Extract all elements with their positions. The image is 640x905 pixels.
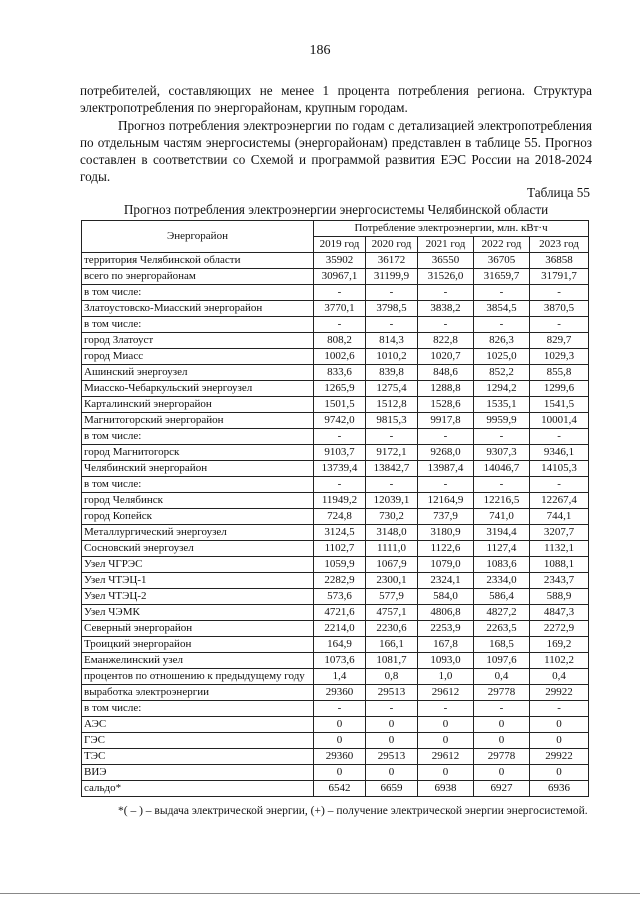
table-row <box>82 541 589 557</box>
row-label: Металлургический энергоузел <box>82 525 314 541</box>
row-value: - <box>366 317 418 333</box>
row-value: 1102,7 <box>314 541 366 557</box>
table-row <box>82 733 589 749</box>
row-value: 1,4 <box>314 669 366 685</box>
row-value: 0 <box>530 717 589 733</box>
row-value: 852,2 <box>474 365 530 381</box>
row-value: 0 <box>418 733 474 749</box>
row-value: 169,2 <box>530 637 589 653</box>
row-value: 9268,0 <box>418 445 474 461</box>
row-value: 584,0 <box>418 589 474 605</box>
row-value: 13739,4 <box>314 461 366 477</box>
row-value: 1020,7 <box>418 349 474 365</box>
row-value: - <box>314 701 366 717</box>
row-label: процентов по отношению к предыдущему году <box>82 669 314 685</box>
row-value: 31659,7 <box>474 269 530 285</box>
table-row <box>82 349 589 365</box>
row-value: 2300,1 <box>366 573 418 589</box>
row-value: 168,5 <box>474 637 530 653</box>
row-label: выработка электроэнергии <box>82 685 314 701</box>
row-value: 29513 <box>366 685 418 701</box>
row-value: 1528,6 <box>418 397 474 413</box>
row-value: 1088,1 <box>530 557 589 573</box>
row-label: ТЭС <box>82 749 314 765</box>
row-value: 0,4 <box>474 669 530 685</box>
row-value: 3838,2 <box>418 301 474 317</box>
row-label: Узел ЧТЭЦ-1 <box>82 573 314 589</box>
row-value: 855,8 <box>530 365 589 381</box>
row-value: 9307,3 <box>474 445 530 461</box>
row-label: ВИЭ <box>82 765 314 781</box>
row-value: 9103,7 <box>314 445 366 461</box>
row-value: - <box>314 285 366 301</box>
row-value: 0 <box>474 717 530 733</box>
row-label: в том числе: <box>82 317 314 333</box>
table-row <box>82 669 589 685</box>
row-value: 0 <box>366 765 418 781</box>
table-row <box>82 493 589 509</box>
forecast-table <box>81 220 589 797</box>
row-label: Златоустовско-Миасский энергорайон <box>82 301 314 317</box>
row-value: 29612 <box>418 685 474 701</box>
row-value: 1079,0 <box>418 557 474 573</box>
row-value: - <box>418 429 474 445</box>
row-value: - <box>530 701 589 717</box>
table-row <box>82 781 589 797</box>
row-label: Челябинский энергорайон <box>82 461 314 477</box>
row-value: 4721,6 <box>314 605 366 621</box>
row-value: 1097,6 <box>474 653 530 669</box>
row-value: 2343,7 <box>530 573 589 589</box>
row-value: 1535,1 <box>474 397 530 413</box>
row-value: 814,3 <box>366 333 418 349</box>
table-row <box>82 557 589 573</box>
row-value: 164,9 <box>314 637 366 653</box>
row-value: - <box>530 317 589 333</box>
table-row <box>82 365 589 381</box>
row-value: - <box>366 701 418 717</box>
row-value: 586,4 <box>474 589 530 605</box>
row-value: 1541,5 <box>530 397 589 413</box>
row-value: 0 <box>366 717 418 733</box>
row-value: 1294,2 <box>474 381 530 397</box>
row-label: город Миасс <box>82 349 314 365</box>
row-value: 0 <box>474 733 530 749</box>
row-value: - <box>530 477 589 493</box>
row-label: Ашинский энергоузел <box>82 365 314 381</box>
row-value: 4806,8 <box>418 605 474 621</box>
row-value: 29612 <box>418 749 474 765</box>
table-row <box>82 333 589 349</box>
row-value: 29513 <box>366 749 418 765</box>
table-row <box>82 445 589 461</box>
row-label: в том числе: <box>82 477 314 493</box>
row-value: 0 <box>314 765 366 781</box>
row-label: Магнитогорский энергорайон <box>82 413 314 429</box>
row-value: 9815,3 <box>366 413 418 429</box>
row-value: 3180,9 <box>418 525 474 541</box>
row-value: 3770,1 <box>314 301 366 317</box>
row-value: 1122,6 <box>418 541 474 557</box>
row-value: 1081,7 <box>366 653 418 669</box>
table-row <box>82 621 589 637</box>
row-value: 0 <box>530 733 589 749</box>
row-value: - <box>474 317 530 333</box>
header-year: 2020 год <box>366 237 418 253</box>
table-row <box>82 301 589 317</box>
row-value: 9172,1 <box>366 445 418 461</box>
row-value: - <box>418 701 474 717</box>
row-label: ГЭС <box>82 733 314 749</box>
row-value: 30967,1 <box>314 269 366 285</box>
table-row <box>82 269 589 285</box>
header-consumption: Потребление электроэнергии, млн. кВт·ч <box>314 221 589 237</box>
row-value: - <box>418 477 474 493</box>
row-value: - <box>474 285 530 301</box>
table-row <box>82 253 589 269</box>
row-value: 0 <box>314 733 366 749</box>
paragraph-intro: потребителей, составляющих не менее 1 процента потребления региона. Структура электропотребления по энергорайонам, крупным городам. <box>80 83 592 115</box>
row-label: Сосновский энергоузел <box>82 541 314 557</box>
table-row <box>82 509 589 525</box>
row-value: 29778 <box>474 749 530 765</box>
row-value: 12164,9 <box>418 493 474 509</box>
row-value: 588,9 <box>530 589 589 605</box>
row-value: 14046,7 <box>474 461 530 477</box>
bottom-rule <box>0 893 640 894</box>
row-label: Миасско-Чебаркульский энергоузел <box>82 381 314 397</box>
row-label: АЭС <box>82 717 314 733</box>
row-value: 12216,5 <box>474 493 530 509</box>
row-label: Узел ЧГРЭС <box>82 557 314 573</box>
row-value: 0 <box>418 717 474 733</box>
row-value: 2282,9 <box>314 573 366 589</box>
row-value: 3870,5 <box>530 301 589 317</box>
row-value: 1073,6 <box>314 653 366 669</box>
row-value: 0 <box>474 765 530 781</box>
row-value: 833,6 <box>314 365 366 381</box>
row-value: 1083,6 <box>474 557 530 573</box>
row-value: 31199,9 <box>366 269 418 285</box>
row-value: - <box>530 285 589 301</box>
row-value: 6659 <box>366 781 418 797</box>
row-value: 1127,4 <box>474 541 530 557</box>
table-row <box>82 525 589 541</box>
row-value: 0 <box>530 765 589 781</box>
row-value: 3148,0 <box>366 525 418 541</box>
row-value: 36172 <box>366 253 418 269</box>
row-value: 730,2 <box>366 509 418 525</box>
row-value: 31526,0 <box>418 269 474 285</box>
row-value: 11949,2 <box>314 493 366 509</box>
row-value: 808,2 <box>314 333 366 349</box>
table-body <box>82 253 589 797</box>
row-value: 1,0 <box>418 669 474 685</box>
row-label: город Магнитогорск <box>82 445 314 461</box>
row-value: 1029,3 <box>530 349 589 365</box>
row-value: 29922 <box>530 685 589 701</box>
table-row <box>82 285 589 301</box>
row-value: 1265,9 <box>314 381 366 397</box>
row-value: 166,1 <box>366 637 418 653</box>
row-value: 1501,5 <box>314 397 366 413</box>
row-value: 29360 <box>314 749 366 765</box>
row-value: 10001,4 <box>530 413 589 429</box>
row-value: 1111,0 <box>366 541 418 557</box>
row-value: 741,0 <box>474 509 530 525</box>
row-value: 6936 <box>530 781 589 797</box>
row-value: 2272,9 <box>530 621 589 637</box>
row-value: 3194,4 <box>474 525 530 541</box>
row-value: - <box>530 429 589 445</box>
table-row <box>82 381 589 397</box>
row-value: 9346,1 <box>530 445 589 461</box>
row-value: 6542 <box>314 781 366 797</box>
table-label: Таблица 55 <box>527 185 590 200</box>
row-value: 724,8 <box>314 509 366 525</box>
table-row <box>82 397 589 413</box>
row-value: 36550 <box>418 253 474 269</box>
row-value: 2230,6 <box>366 621 418 637</box>
table-row <box>82 717 589 733</box>
table-row <box>82 653 589 669</box>
row-value: 3207,7 <box>530 525 589 541</box>
row-label: Карталинский энергорайон <box>82 397 314 413</box>
row-value: 1010,2 <box>366 349 418 365</box>
header-region: Энергорайон <box>82 221 314 253</box>
row-label: в том числе: <box>82 429 314 445</box>
table-row <box>82 573 589 589</box>
row-label: Троицкий энергорайон <box>82 637 314 653</box>
row-value: 1512,8 <box>366 397 418 413</box>
row-label: Северный энергорайон <box>82 621 314 637</box>
row-value: - <box>366 285 418 301</box>
table-title: Прогноз потребления электроэнергии энергосистемы Челябинской области <box>123 202 549 217</box>
row-value: 1059,9 <box>314 557 366 573</box>
row-value: 6938 <box>418 781 474 797</box>
row-label: в том числе: <box>82 701 314 717</box>
row-value: 1132,1 <box>530 541 589 557</box>
row-value: - <box>474 701 530 717</box>
row-value: 826,3 <box>474 333 530 349</box>
row-value: 31791,7 <box>530 269 589 285</box>
row-value: 13987,4 <box>418 461 474 477</box>
footnote: *( – ) – выдача электрической энергии, (+) – получение электрической энергии энергосистемой. <box>118 805 588 817</box>
page-number: 186 <box>309 43 331 58</box>
header-year: 2021 год <box>418 237 474 253</box>
row-value: - <box>314 429 366 445</box>
header-year: 2019 год <box>314 237 366 253</box>
row-value: 4757,1 <box>366 605 418 621</box>
row-value: 0 <box>418 765 474 781</box>
row-label: город Златоуст <box>82 333 314 349</box>
row-value: 1093,0 <box>418 653 474 669</box>
row-value: - <box>314 317 366 333</box>
row-value: 1025,0 <box>474 349 530 365</box>
header-year: 2022 год <box>474 237 530 253</box>
row-value: 2214,0 <box>314 621 366 637</box>
row-value: - <box>366 429 418 445</box>
row-value: 12039,1 <box>366 493 418 509</box>
table-row <box>82 637 589 653</box>
table-row <box>82 461 589 477</box>
row-value: - <box>366 477 418 493</box>
row-value: 3854,5 <box>474 301 530 317</box>
row-value: 9917,8 <box>418 413 474 429</box>
row-value: 1275,4 <box>366 381 418 397</box>
row-value: 0 <box>366 733 418 749</box>
row-label: территория Челябинской области <box>82 253 314 269</box>
row-value: 1002,6 <box>314 349 366 365</box>
row-value: 829,7 <box>530 333 589 349</box>
row-value: 2334,0 <box>474 573 530 589</box>
row-value: - <box>474 429 530 445</box>
row-value: 737,9 <box>418 509 474 525</box>
row-value: 839,8 <box>366 365 418 381</box>
header-year: 2023 год <box>530 237 589 253</box>
row-label: Еманжелинский узел <box>82 653 314 669</box>
row-value: 29778 <box>474 685 530 701</box>
row-value: 12267,4 <box>530 493 589 509</box>
row-value: - <box>418 285 474 301</box>
row-value: 9959,9 <box>474 413 530 429</box>
table-row <box>82 429 589 445</box>
row-value: 1288,8 <box>418 381 474 397</box>
row-value: 1299,6 <box>530 381 589 397</box>
row-value: 848,6 <box>418 365 474 381</box>
row-value: 1067,9 <box>366 557 418 573</box>
row-value: 29922 <box>530 749 589 765</box>
row-value: 4827,2 <box>474 605 530 621</box>
row-value: 36705 <box>474 253 530 269</box>
paragraph-forecast: Прогноз потребления электроэнергии по годам с детализацией электропотребления по отдельным частям энергосистемы (энергорайонам) представлен в таблице 55. Прогноз составлен в соответствии со Схемой и программой развития ЕЭС России на 2018-2024 годы. <box>80 118 592 184</box>
row-value: 36858 <box>530 253 589 269</box>
row-value: 573,6 <box>314 589 366 605</box>
row-label: сальдо* <box>82 781 314 797</box>
row-value: 2324,1 <box>418 573 474 589</box>
table-row <box>82 749 589 765</box>
row-value: 35902 <box>314 253 366 269</box>
row-label: в том числе: <box>82 285 314 301</box>
row-value: 0,4 <box>530 669 589 685</box>
table-row <box>82 477 589 493</box>
row-value: 1102,2 <box>530 653 589 669</box>
row-value: 3124,5 <box>314 525 366 541</box>
row-value: 3798,5 <box>366 301 418 317</box>
row-value: 0,8 <box>366 669 418 685</box>
table-row <box>82 605 589 621</box>
row-value: 2253,9 <box>418 621 474 637</box>
table-row <box>82 413 589 429</box>
row-label: Узел ЧЭМК <box>82 605 314 621</box>
row-value: - <box>418 317 474 333</box>
table-row <box>82 317 589 333</box>
row-value: 744,1 <box>530 509 589 525</box>
row-value: 6927 <box>474 781 530 797</box>
row-value: 4847,3 <box>530 605 589 621</box>
row-value: 2263,5 <box>474 621 530 637</box>
row-value: - <box>314 477 366 493</box>
row-value: 14105,3 <box>530 461 589 477</box>
row-value: 9742,0 <box>314 413 366 429</box>
row-value: 29360 <box>314 685 366 701</box>
table-row <box>82 589 589 605</box>
table-row <box>82 685 589 701</box>
row-label: город Челябинск <box>82 493 314 509</box>
table-row <box>82 701 589 717</box>
row-value: 0 <box>314 717 366 733</box>
row-value: 167,8 <box>418 637 474 653</box>
row-label: город Копейск <box>82 509 314 525</box>
row-value: 822,8 <box>418 333 474 349</box>
row-label: всего по энергорайонам <box>82 269 314 285</box>
table-row <box>82 765 589 781</box>
row-value: 577,9 <box>366 589 418 605</box>
row-value: - <box>474 477 530 493</box>
row-label: Узел ЧТЭЦ-2 <box>82 589 314 605</box>
row-value: 13842,7 <box>366 461 418 477</box>
